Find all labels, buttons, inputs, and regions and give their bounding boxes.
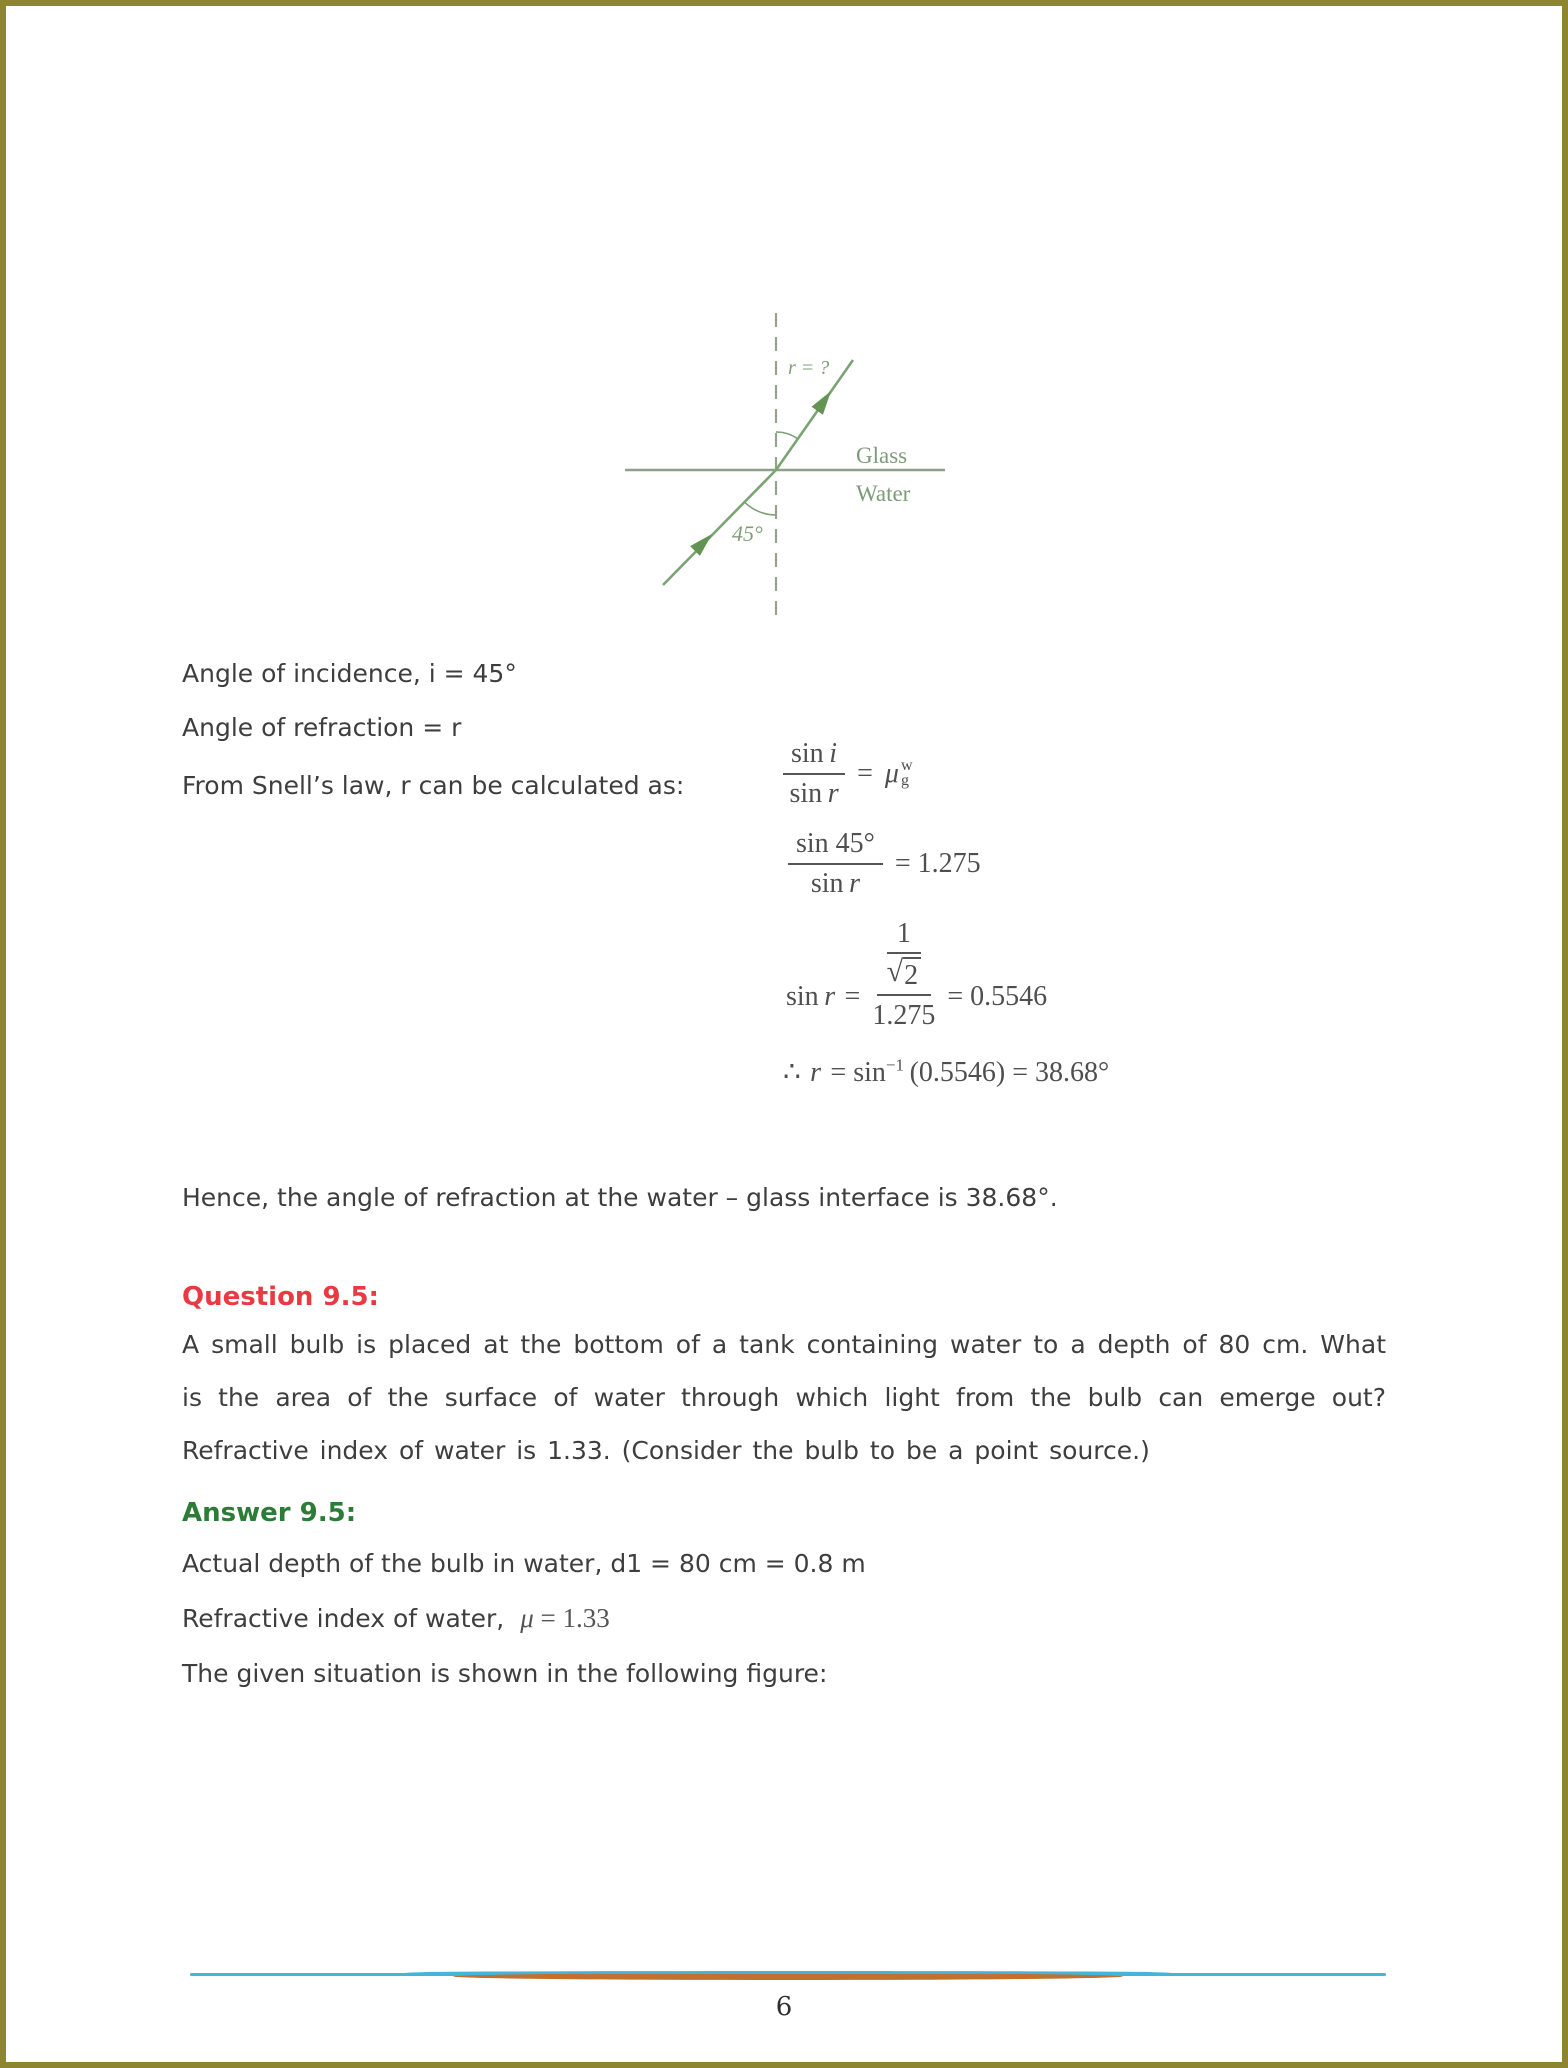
refraction-angle-arc	[776, 432, 798, 439]
equation-3-lhs: sin r =	[786, 981, 861, 1013]
refraction-angle-label: r = ?	[788, 357, 830, 379]
glass-label: Glass	[856, 443, 908, 468]
therefore-symbol: ∴	[783, 1057, 801, 1088]
angle-of-refraction-line: Angle of refraction = r	[182, 713, 462, 742]
inverse-exponent: −1	[885, 1055, 904, 1075]
equation-2	[788, 828, 981, 900]
mu-symbol: μ w g	[884, 757, 913, 790]
question-body: A small bulb is placed at the bottom of a tank containing water to a depth of 80 cm. What is the area of the surface of water through which light from the bulb can emerge out? Refractive index of water is 1.33. (Consider the bulb to be a point source.)	[182, 1330, 1386, 1465]
equation-snell	[783, 738, 913, 810]
incidence-angle-label: 45°	[732, 521, 763, 546]
fraction-sin45-over-sinr: $\frac{\sin 45^\circ}{\text{sin r}}$	[788, 828, 883, 900]
fraction-sin-i-over-sin-r: $\frac{\text{sin i}}{\text{sin r}}$	[783, 738, 845, 810]
answer-refractive-line: Refractive index of water, μ = 1.33	[182, 1603, 610, 1633]
equals-sign: =	[857, 758, 873, 789]
equation-2-result: = 1.275	[894, 848, 981, 879]
conclusion-line: Hence, the angle of refraction at the water – glass interface is 38.68°.	[182, 1183, 1058, 1212]
mu-value: μ = 1.33	[520, 1603, 610, 1633]
angle-of-incidence-line: Angle of incidence, i = 45°	[182, 659, 517, 688]
water-label: Water	[856, 481, 911, 506]
page-number: 6	[775, 1992, 793, 2022]
answer-heading: Answer 9.5:	[182, 1498, 357, 1528]
footer-divider	[190, 1970, 1386, 1982]
refracted-ray-arrowhead-icon	[812, 391, 832, 415]
equation-3	[786, 918, 1047, 1032]
answer-depth-line: Actual depth of the bulb in water, d1 = 80 cm = 0.8 m	[182, 1549, 866, 1578]
nested-fraction: 1 √ 2 1.275	[872, 918, 936, 1032]
equation-3-result: = 0.5546	[947, 981, 1048, 1013]
equation-4: ∴ r = $\sin^{-1} (0.5546) = 38.68^\circ$	[783, 1055, 1110, 1088]
refraction-diagram	[600, 298, 962, 646]
answer-figure-intro-line: The given situation is shown in the following figure:	[182, 1659, 828, 1688]
incidence-angle-arc	[744, 502, 776, 515]
divider-blue-swash	[405, 1971, 1170, 1974]
snells-law-intro-line: From Snell’s law, r can be calculated as:	[182, 771, 685, 800]
divider-orange-swash	[453, 1973, 1123, 1980]
question-heading: Question 9.5:	[182, 1282, 379, 1312]
radical-sign: √	[886, 955, 904, 988]
